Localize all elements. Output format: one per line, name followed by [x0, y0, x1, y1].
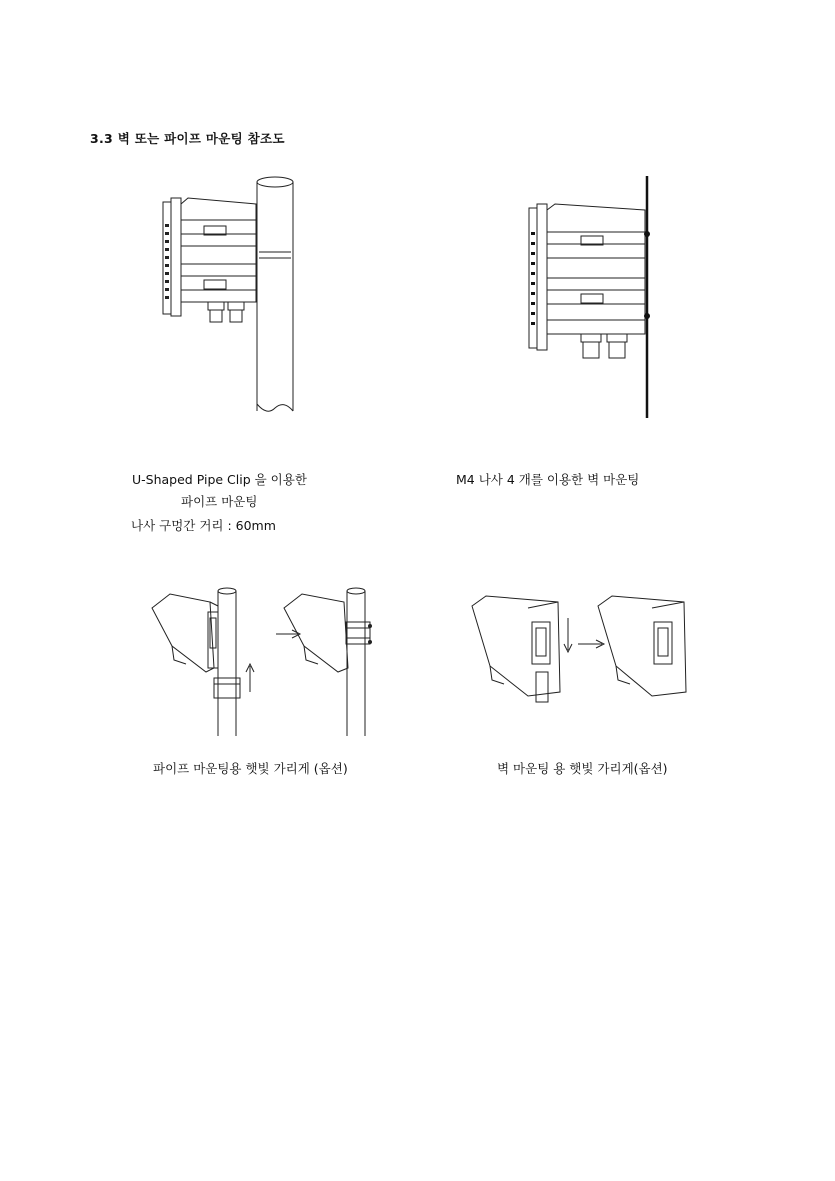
pipe-mount-caption-line3: 나사 구멍간 거리 : 60mm	[131, 518, 276, 533]
pipe-mount-drawing	[160, 176, 310, 418]
wall-mount-caption: M4 나사 4 개를 이용한 벽 마운팅	[456, 472, 640, 487]
pipe-sunshade-caption: 파이프 마운팅용 햇빛 가리게 (옵션)	[153, 761, 348, 776]
wall-sunshade-drawing	[470, 592, 696, 712]
pipe-sunshade-drawing	[150, 586, 382, 738]
pipe-mount-caption-line1: U-Shaped Pipe Clip 을 이용한	[132, 472, 307, 487]
section-title: 벽 또는 파이프 마운팅 참조도	[117, 131, 285, 146]
section-number: 3.3	[90, 131, 114, 146]
section-heading	[90, 129, 285, 147]
wall-mount-drawing	[525, 174, 655, 422]
pipe-mount-caption-line2: 파이프 마운팅	[181, 494, 258, 509]
wall-sunshade-caption: 벽 마운팅 용 햇빛 가리게(옵션)	[497, 761, 668, 776]
